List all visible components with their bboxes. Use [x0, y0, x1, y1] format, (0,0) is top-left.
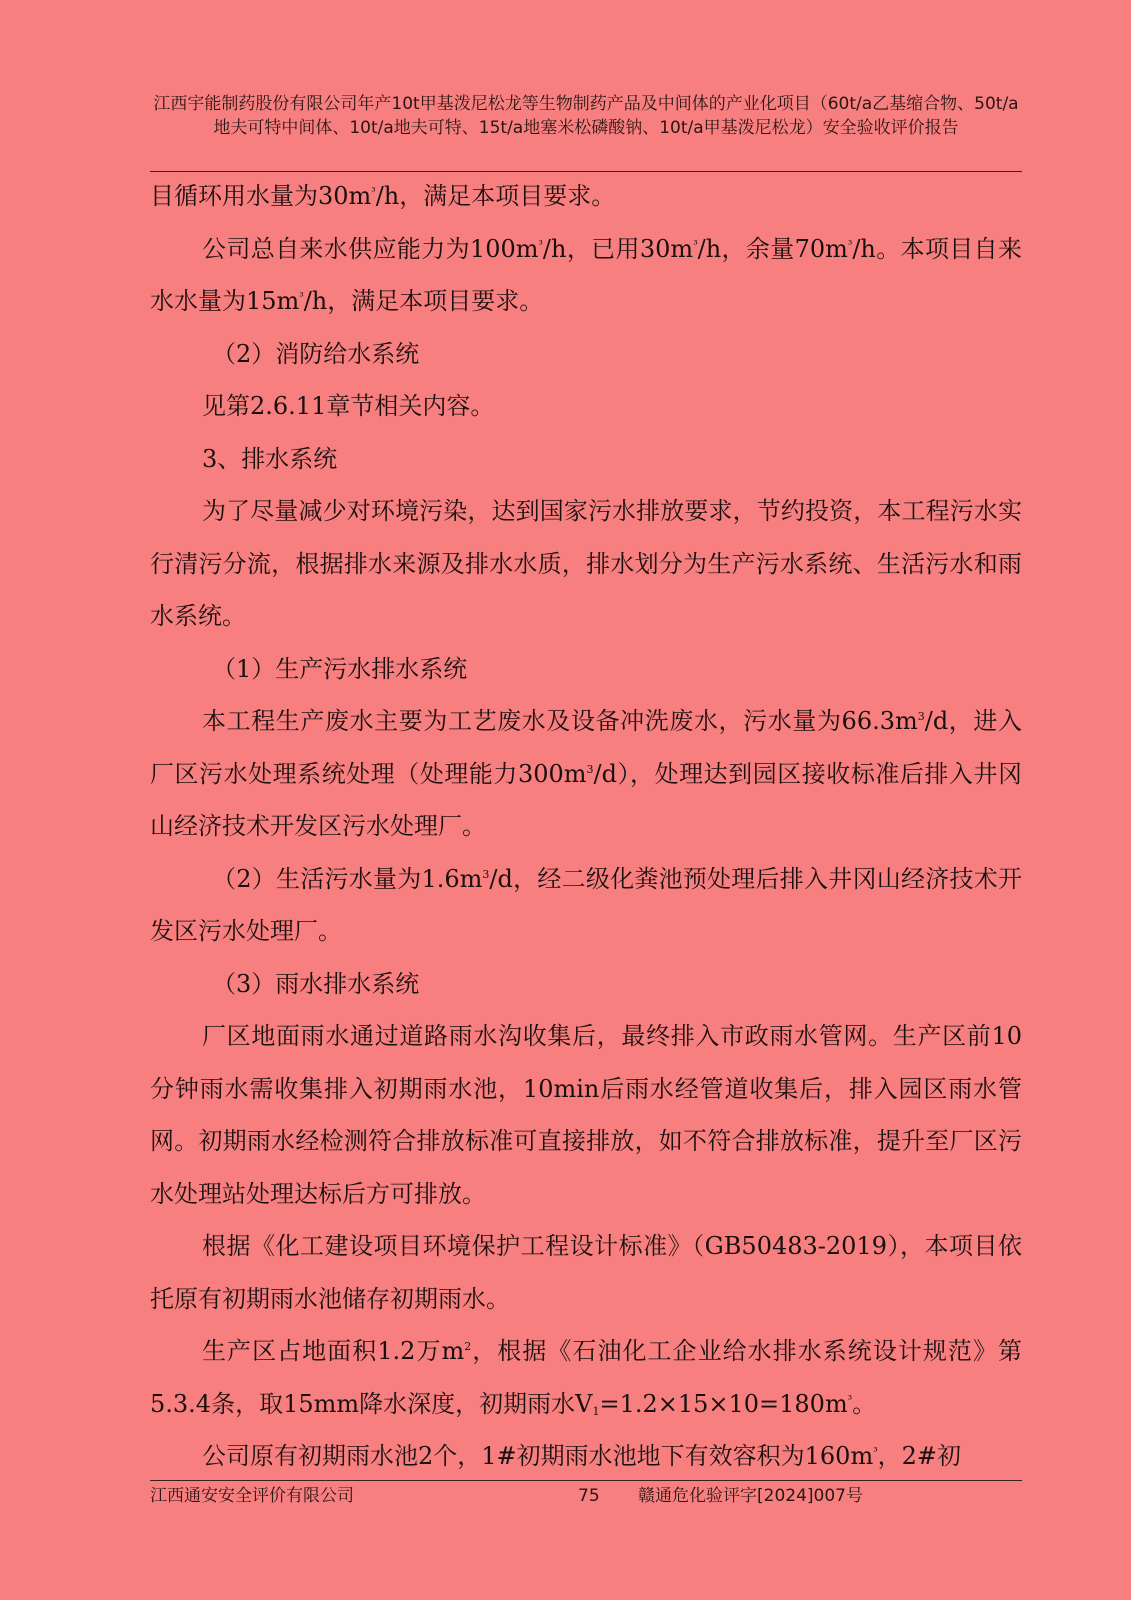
paragraph: 根据《化工建设项目环境保护工程设计标准》（GB50483-2019），本项目依托原有初期雨水池储存初期雨水。 [150, 1232, 1022, 1313]
subsection-heading: （3）雨水排水系统 [212, 969, 420, 998]
paragraph: 见第2.6.11章节相关内容。 [202, 392, 495, 420]
paragraph: 生产区占地面积1.2万$m^2$，根据《石油化工企业给水排水系统设计规范》第5.3.4条，取15mm降水深度，初期雨水$V_1=1.2\times 15\times 10=180m^{^3}$。 [150, 1337, 1022, 1418]
paragraph: 本工程生产废水主要为工艺废水及设备冲洗废水，污水量为$66.3m^3/d$，进入厂区污水处理系统处理（处理能力$300m^3/d$），处理达到园区接收标准后排入井冈山经济技术开发区污水处理厂。 [150, 707, 1022, 840]
paragraph: （2）生活污水量为$1.6m^3/d$，经二级化粪池预处理后排入井冈山经济技术开发区污水处理厂。 [150, 864, 1022, 945]
paragraph: 为了尽量减少对环境污染，达到国家污水排放要求，节约投资，本工程污水实行清污分流，根据排水来源及排水水质，排水划分为生产污水系统、生活污水和雨水系统。 [150, 497, 1022, 630]
section-heading: 3、排水系统 [202, 444, 338, 473]
footer-divider [150, 1480, 1022, 1481]
page-body [150, 170, 1022, 1483]
paragraph: 公司原有初期雨水池2个，1#初期雨水池地下有效容积为$160m^{^3}$，2#初 [202, 1442, 962, 1470]
page-header [150, 92, 1022, 140]
subsection-heading: （2）消防给水系统 [212, 339, 420, 368]
paragraph: 目循环用水量为$30m^{^3}/h$，满足本项目要求。 [150, 182, 616, 210]
header-title: 江西宇能制药股份有限公司年产10t甲基泼尼松龙等生物制药产品及中间体的产业化项目（60t/a乙基缩合物、50t/a地夫可特中间体、10t/a地夫可特、15t/a地塞米松磷酸钠、10t/a甲基泼尼松龙）安全验收评价报告 [153, 94, 1019, 138]
page-number: 75 [578, 1486, 600, 1506]
subsection-heading: （1）生产污水排水系统 [212, 654, 468, 683]
footer-company: 江西通安安全评价有限公司 [150, 1486, 354, 1506]
document-number: 赣通危化验评字[2024]007号 [638, 1486, 863, 1506]
paragraph: 公司总自来水供应能力为$100m^{^3}/h$，已用$30m^{^3}/h$，余量$70m^{^3}/h$。本项目自来水水量为$15m^{^3}/h$，满足本项目要求。 [150, 234, 1023, 315]
paragraph: 厂区地面雨水通过道路雨水沟收集后，最终排入市政雨水管网。生产区前10分钟雨水需收集排入初期雨水池，10min后雨水经管道收集后，排入园区雨水管网。初期雨水经检测符合排放标准可直接排放，如不符合排放标准，提升至厂区污水处理站处理达标后方可排放。 [150, 1022, 1022, 1208]
